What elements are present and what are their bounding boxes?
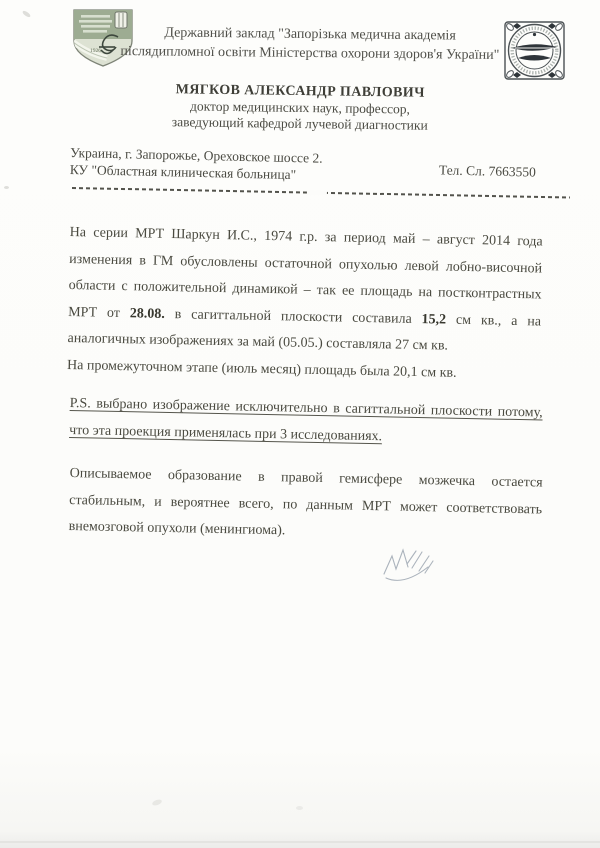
org-name-line1: Державний заклад "Запорізька медична академія bbox=[164, 25, 456, 44]
phone-number: Тел. Сл. 7663550 bbox=[438, 161, 537, 180]
text-line: P.S. выбрано изображение исключительно в сагиттальной плоскости потому, bbox=[69, 395, 543, 421]
text-line: аналогичных изображениях за май (05.05.) составляла 27 см кв. bbox=[67, 330, 449, 354]
ps-note bbox=[69, 391, 543, 453]
scan-artifact bbox=[22, 10, 32, 18]
text-line: изменения в ГМ обусловлены остаточной опухолью левой лобно-височной bbox=[69, 251, 543, 276]
report-body bbox=[66, 220, 543, 541]
scan-artifact bbox=[4, 186, 9, 189]
text-segment: в сагиттальной плоскости составила bbox=[164, 306, 422, 327]
address-line2: КУ "Областная клиническая больница" bbox=[69, 161, 297, 183]
separator-gap bbox=[307, 191, 327, 195]
signature bbox=[381, 541, 439, 590]
text-line: области с положительной динамикой – так ее площадь на постконтрастных bbox=[68, 277, 542, 303]
doctor-block bbox=[0, 80, 600, 135]
address-block bbox=[70, 144, 323, 184]
scan-artifact bbox=[296, 806, 303, 810]
doctor-name: МЯГКОВ АЛЕКСАНДР ПАВЛОВИЧ bbox=[175, 82, 425, 101]
organization-header bbox=[80, 23, 540, 66]
bold-mrt-date: 28.08. bbox=[129, 305, 165, 322]
org-name-line2: післядипломної освіти Міністерства охорони здоров'я України" bbox=[120, 44, 500, 63]
text-segment: МРТ от bbox=[68, 304, 130, 321]
scan-edge-shadow bbox=[0, 841, 600, 843]
dashed-separator bbox=[72, 187, 570, 199]
text-line: Описываемое образование в правой гемисфере мозжечка остается bbox=[69, 465, 543, 491]
contacts-row bbox=[70, 144, 543, 189]
bold-area-value: 15,2 bbox=[421, 311, 447, 328]
text-line: стабильным, и вероятнее всего, по данным МРТ может соответствовать bbox=[69, 492, 543, 517]
text-line: что эта проекция применялась при 3 исследованиях. bbox=[69, 422, 383, 444]
scan-artifact bbox=[151, 798, 162, 806]
crest-year: 1926 bbox=[90, 48, 101, 54]
text-line: внемозговой опухоли (менингиома). bbox=[68, 518, 286, 539]
report-paragraph-2: На промежуточном этапе (июль месяц) площадь была 20,1 см кв. bbox=[66, 357, 457, 381]
report-paragraph-3 bbox=[68, 461, 543, 550]
address-line1: Украина, г. Запорожье, Ореховское шоссе 2. bbox=[70, 145, 323, 166]
text-line: На серии МРТ Шаркун И.С., 1974 г.р. за период май – август 2014 года bbox=[69, 224, 543, 250]
report-paragraph-1 bbox=[67, 220, 543, 388]
doctor-position: заведующий кафедрой лучевой диагностики bbox=[171, 113, 428, 133]
text-segment: см кв., а на bbox=[445, 312, 542, 329]
doctor-degree: доктор медицинских наук, профессор, bbox=[189, 98, 411, 117]
